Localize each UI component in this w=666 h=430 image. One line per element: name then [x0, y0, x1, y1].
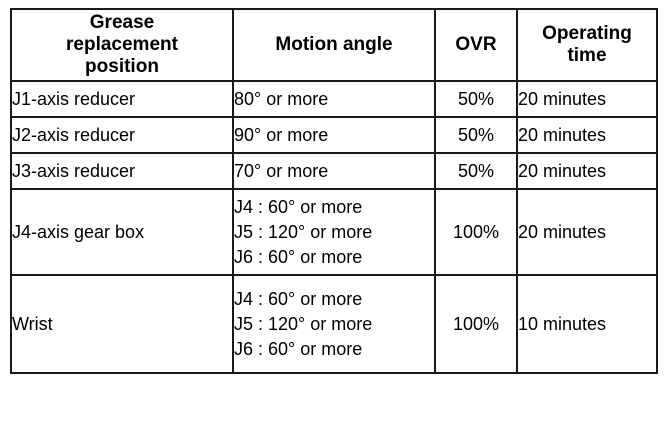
table-header-row — [11, 9, 657, 81]
cell-ovr: 50% — [435, 153, 517, 189]
cell-position: J3-axis reducer — [11, 153, 233, 189]
table-body — [11, 81, 657, 373]
cell-ovr: 50% — [435, 81, 517, 117]
cell-motion-angle — [233, 275, 435, 373]
header-line: Grease — [89, 12, 155, 33]
cell-position: Wrist — [11, 275, 233, 373]
cell-ovr: 100% — [435, 275, 517, 373]
cell-ovr: 100% — [435, 189, 517, 275]
table-row — [11, 117, 657, 153]
cell-ovr: 50% — [435, 117, 517, 153]
table-row — [11, 81, 657, 117]
table-row — [11, 189, 657, 275]
cell-position: J4-axis gear box — [11, 189, 233, 275]
cell-motion-angle: 70° or more — [233, 153, 435, 189]
header-line: Motion angle — [275, 34, 393, 55]
table-header — [11, 9, 657, 81]
angle-line: J5 : 120° or more — [234, 313, 373, 334]
header-line: OVR — [455, 34, 497, 55]
cell-operating-time: 10 minutes — [517, 275, 657, 373]
header-line: Operating — [542, 23, 632, 44]
cell-motion-angle — [233, 189, 435, 275]
column-header-motion-angle — [233, 9, 435, 81]
grease-replacement-table — [10, 8, 658, 374]
column-header-operating-time — [517, 9, 657, 81]
table-row — [11, 275, 657, 373]
angle-line: J4 : 60° or more — [234, 196, 363, 217]
cell-position: J2-axis reducer — [11, 117, 233, 153]
cell-operating-time: 20 minutes — [517, 189, 657, 275]
cell-motion-angle: 80° or more — [233, 81, 435, 117]
cell-operating-time: 20 minutes — [517, 117, 657, 153]
header-line: position — [85, 56, 159, 77]
cell-motion-angle: 90° or more — [233, 117, 435, 153]
column-header-ovr — [435, 9, 517, 81]
table-row — [11, 153, 657, 189]
table-container — [10, 8, 656, 374]
cell-operating-time: 20 minutes — [517, 153, 657, 189]
header-line: replacement — [66, 34, 178, 55]
angle-line: J5 : 120° or more — [234, 221, 373, 242]
header-line: time — [567, 45, 607, 66]
angle-line: J6 : 60° or more — [234, 246, 363, 267]
column-header-grease-replacement-position — [11, 9, 233, 81]
angle-line: J4 : 60° or more — [234, 288, 363, 309]
cell-position: J1-axis reducer — [11, 81, 233, 117]
cell-operating-time: 20 minutes — [517, 81, 657, 117]
angle-line: J6 : 60° or more — [234, 338, 363, 359]
